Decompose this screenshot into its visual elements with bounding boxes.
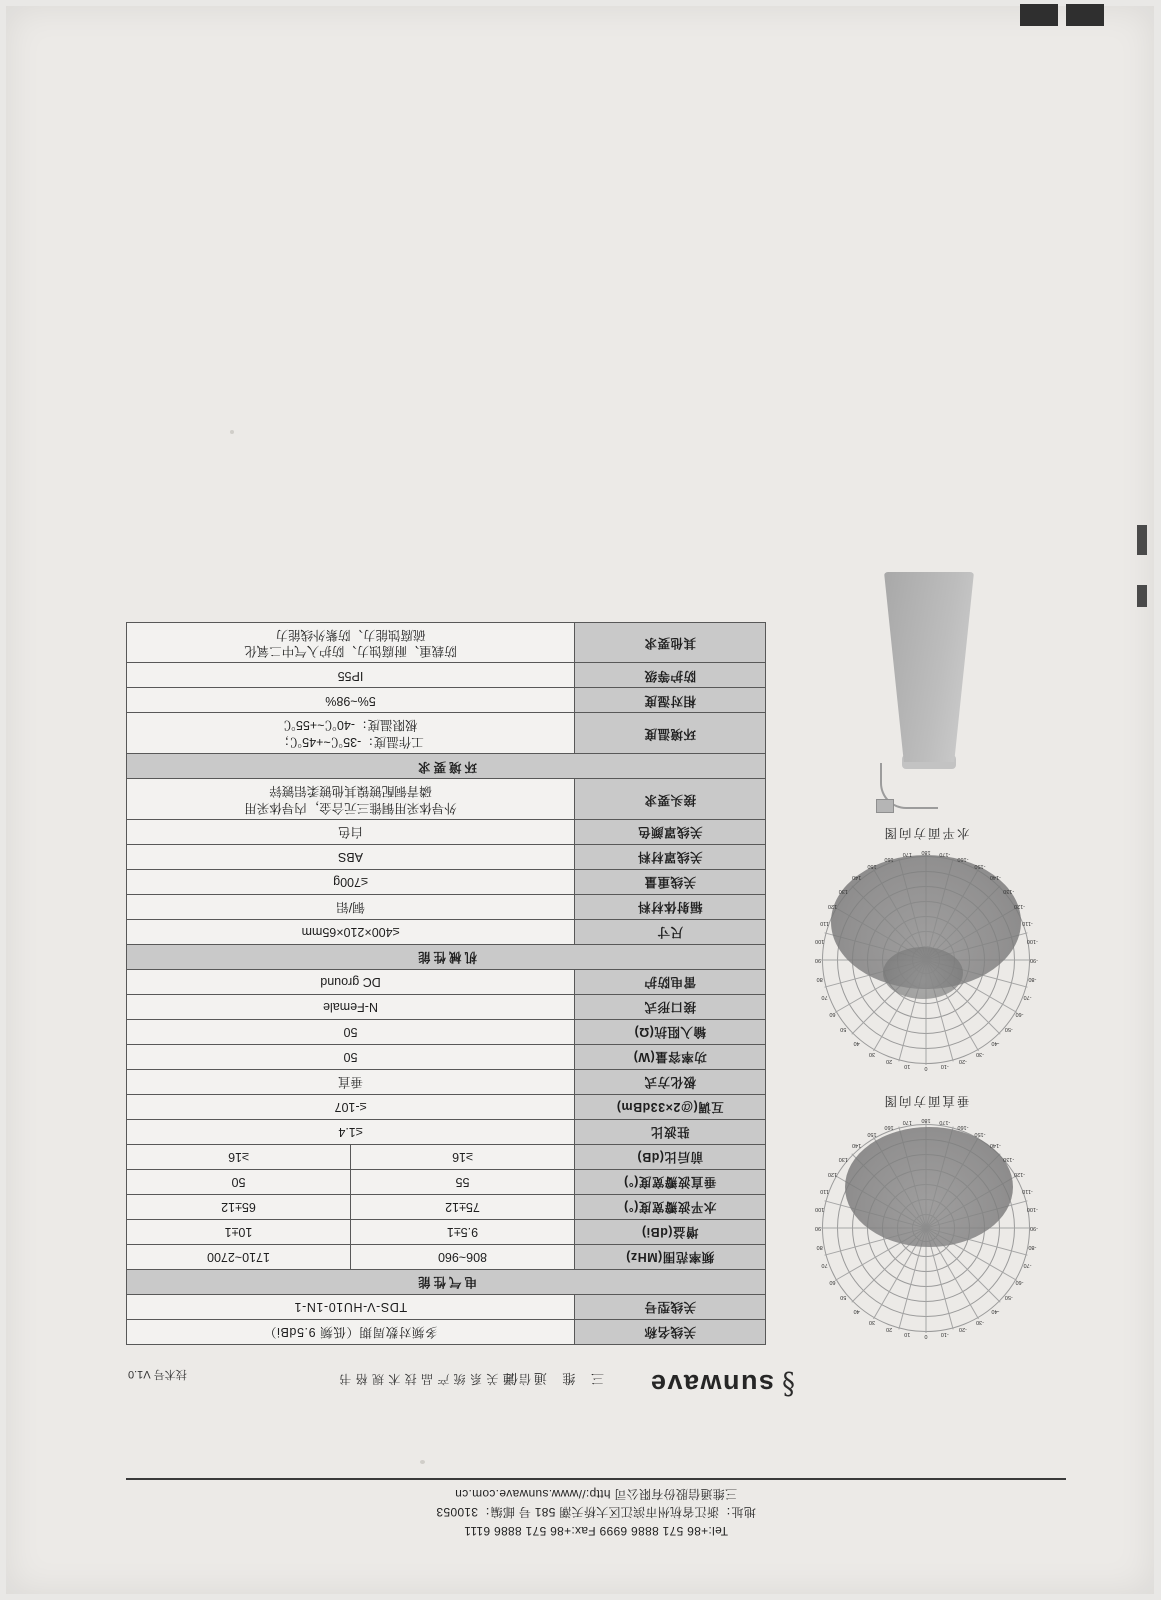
spec-value-high-band: 65±12 [127, 1195, 351, 1220]
spec-value: 50 [127, 1020, 575, 1045]
spec-label: 互调(@2×33dBm) [575, 1095, 766, 1120]
spec-label: 接头要求 [575, 779, 766, 820]
table-row [127, 1120, 766, 1145]
spec-label: 关线罩颜色 [575, 820, 766, 845]
spec-label: 前后比(dB) [575, 1145, 766, 1170]
spec-label: 相对湿度 [575, 688, 766, 713]
table-row [127, 688, 766, 713]
spec-label: 接口形式 [575, 995, 766, 1020]
spec-value: 垂直 [127, 1070, 575, 1095]
company-name-cn: 三 维 通 信 [499, 1371, 604, 1386]
footer-address: 地址：浙江省杭州市滨江区大桥天潮 581 号 邮编：310053 [436, 1505, 756, 1520]
table-row [127, 1045, 766, 1070]
datasheet-content [126, 622, 1066, 1405]
spec-value-high-band: ≥16 [127, 1145, 351, 1170]
spec-value-low-band: 806~960 [351, 1245, 575, 1270]
document-subtitle: 信 通 关 系 统 产 品 技 术 规 格 书 [338, 1372, 531, 1386]
spec-value: ≤-107 [127, 1095, 575, 1120]
spec-label: 关线罩材料 [575, 845, 766, 870]
footer-phone: Tel:+86 571 8886 6999 Fax:+86 571 8886 6111 [464, 1524, 729, 1538]
document-header [126, 1345, 1066, 1405]
vertical-pattern-figure [786, 1093, 1066, 1343]
spec-label: 垂直波瓣宽度(°) [575, 1170, 766, 1195]
antenna-connector [876, 799, 894, 813]
brand-logo [649, 1366, 796, 1402]
spec-value: ABS [127, 845, 575, 870]
spec-label: 关线名称 [575, 1320, 766, 1345]
spec-label: 水平波瓣宽度(°) [575, 1195, 766, 1220]
table-row [127, 779, 766, 820]
company-footer [126, 1478, 1066, 1540]
spec-value: 5%~98% [127, 688, 575, 713]
spec-label: 增益(dBi) [575, 1220, 766, 1245]
document-version: 技术号 V1.0 [128, 1368, 187, 1380]
spec-label: 防护等级 [575, 663, 766, 688]
spec-value-high-band: 1710~2700 [127, 1245, 351, 1270]
spec-value: 工作温度：-35℃~+45℃； 极限温度：-40℃~+55℃ [127, 713, 575, 754]
antenna-product-photo [786, 557, 1066, 817]
footer-divider [126, 1478, 1066, 1480]
spec-value: 防载重、耐腐蚀力、防护入气中二氧化 硫腐蚀能力、防紫外线能力 [127, 622, 575, 663]
spec-section-header: 环境要求 [127, 754, 766, 779]
table-row [127, 970, 766, 995]
spec-label: 驻波比 [575, 1120, 766, 1145]
spec-value: ≤1.4 [127, 1120, 575, 1145]
table-row [127, 1195, 766, 1220]
spec-label: 雷电防护 [575, 970, 766, 995]
footer-company-site: 三维通信股份有限公司 http://www.sunwave.com.cn [454, 1486, 738, 1501]
spec-label: 输入阻抗(Ω) [575, 1020, 766, 1045]
spec-label: 尺寸 [575, 920, 766, 945]
table-row [127, 845, 766, 870]
table-row [127, 1245, 766, 1270]
spec-product-value: TDS-V-HU10-1N-1 [127, 1295, 575, 1320]
table-row [127, 920, 766, 945]
horizontal-pattern-caption: 水平面方向图 [882, 826, 970, 840]
table-row [127, 1020, 766, 1045]
vertical-main-lobe [845, 1127, 1013, 1247]
table-row [127, 945, 766, 970]
table-row [127, 1145, 766, 1170]
table-row [127, 895, 766, 920]
spec-value: 外导体采用铜锥三元合金，内导体采用 磷青铜配镀镍其他镀柔铝镀锌 [127, 779, 575, 820]
spec-label: 功率容量(W) [575, 1045, 766, 1070]
spec-label: 频率范围(MHz) [575, 1245, 766, 1270]
table-row [127, 1170, 766, 1195]
spec-value: IP55 [127, 663, 575, 688]
vertical-polar-plot: 0 10 20 30 40 50 60 70 80 90 100 110 120 130 140 150 160 170 180 -170 -160 -150 -140 -130 -120 -110 -100 -90 -80 -70 -60 -50 -40 -30 -20 -10 [814, 1117, 1038, 1339]
table-row [127, 820, 766, 845]
horizontal-side-lobe [883, 947, 963, 999]
antenna-radome-body [884, 572, 974, 762]
spec-value: ≤700g [127, 870, 575, 895]
spec-value-high-band: 50 [127, 1170, 351, 1195]
spec-label: 辐射体材料 [575, 895, 766, 920]
horizontal-polar-plot: 0 10 20 30 40 50 60 70 80 90 100 110 120 130 140 150 160 170 180 -170 -160 -150 -140 -130 -120 -110 -100 -90 -80 -70 -60 -50 -40 -30 -20 -10 [814, 849, 1038, 1071]
spec-label: 关线重量 [575, 870, 766, 895]
spec-value-low-band: 9.5±1 [351, 1220, 575, 1245]
spec-value: 铜/铝 [127, 895, 575, 920]
spec-value-high-band: 10±1 [127, 1220, 351, 1245]
spec-label: 其他要求 [575, 622, 766, 663]
vertical-pattern-caption: 垂直面方向图 [882, 1094, 970, 1108]
spec-label: 关线型号 [575, 1295, 766, 1320]
spec-label: 环境温度 [575, 713, 766, 754]
table-row [127, 1220, 766, 1245]
specification-table [126, 622, 766, 1345]
spec-value: 50 [127, 1045, 575, 1070]
spec-value: ≤400×210×65mm [127, 920, 575, 945]
spec-value-low-band: ≥16 [351, 1145, 575, 1170]
figures-column [766, 557, 1066, 1343]
spec-label: 极化方式 [575, 1070, 766, 1095]
table-row [127, 1295, 766, 1320]
sunwave-mark-icon: § [782, 1366, 795, 1402]
spec-value: 白色 [127, 820, 575, 845]
table-row [127, 870, 766, 895]
spec-section-header: 电气性能 [127, 1270, 766, 1295]
spec-value: DC ground [127, 970, 575, 995]
table-row [127, 1070, 766, 1095]
table-row [127, 1270, 766, 1295]
spec-section-header: 机械性能 [127, 945, 766, 970]
spec-product-value: 多频对数周期（低频 9.5dBi） [127, 1320, 575, 1345]
horizontal-pattern-figure [786, 825, 1066, 1075]
table-row [127, 1095, 766, 1120]
spec-value-low-band: 75±12 [351, 1195, 575, 1220]
spec-value-low-band: 55 [351, 1170, 575, 1195]
spec-value: N-Female [127, 995, 575, 1020]
table-row [127, 995, 766, 1020]
table-row [127, 622, 766, 663]
table-row [127, 713, 766, 754]
table-row [127, 754, 766, 779]
brand-name: sunwave [649, 1369, 774, 1399]
table-row [127, 663, 766, 688]
table-row [127, 1320, 766, 1345]
